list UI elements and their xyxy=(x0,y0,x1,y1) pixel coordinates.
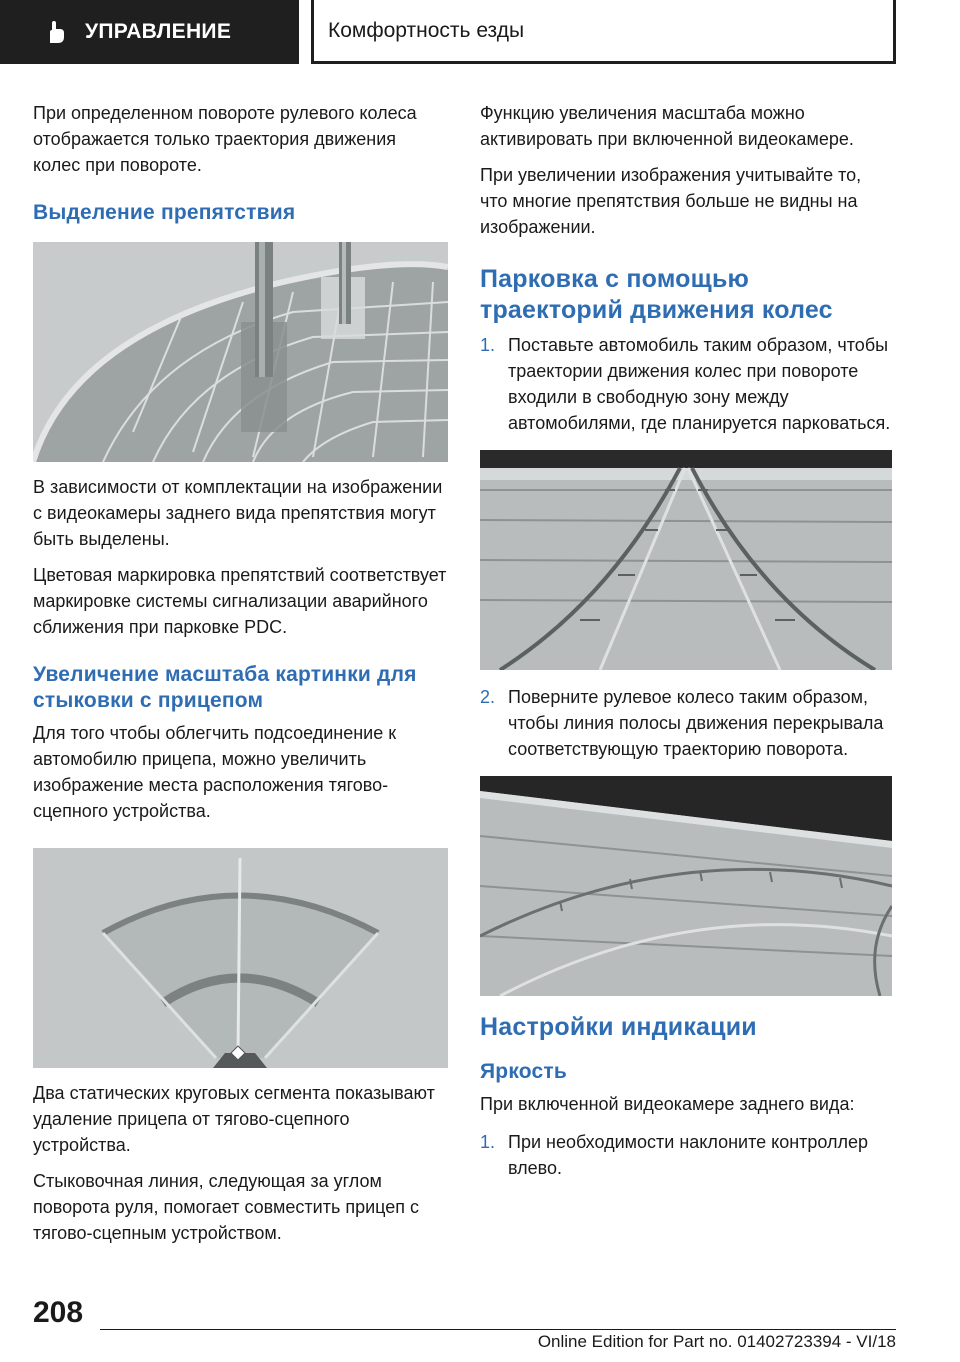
chapter-title-box xyxy=(311,0,896,64)
section-label: УПРАВЛЕНИЕ xyxy=(85,20,232,43)
brightness-step-1 xyxy=(480,1129,892,1181)
steering-hand-icon xyxy=(42,19,68,45)
edition-text: Online Edition for Part no. 01402723394 - VI/18 xyxy=(537,1332,896,1351)
step-number: 2. xyxy=(480,687,496,707)
wheel-trajectory-image-1 xyxy=(480,450,892,670)
brightness-paragraph: При включенной видеокамере заднего вида: xyxy=(480,1094,855,1114)
right-column xyxy=(480,100,892,1191)
segments-paragraph: Два статических круговых сегмента показывают удаление прицепа от тягово-сцепного устройства. xyxy=(33,1083,435,1155)
step-number: 1. xyxy=(480,335,496,355)
trailer-coupling-zoom-image xyxy=(33,848,448,1068)
wheel-trajectory-image-2 xyxy=(480,776,892,996)
zoom-activation-paragraph: Функцию увеличения масштаба можно активировать при включенной видеокамере. xyxy=(480,103,854,149)
intro-paragraph: При определенном повороте рулевого колеса отображается только траектория движения колес при повороте. xyxy=(33,103,417,175)
heading-obstacles: Выделение препятствия xyxy=(33,201,296,224)
parking-step-2 xyxy=(480,684,892,762)
zoom-paragraph: Для того чтобы облегчить подсоединение к автомобилю прицепа, можно увеличить изображение места расположения тягово-сцепного устройства. xyxy=(33,723,397,821)
heading-display-settings: Настройки индикации xyxy=(480,1013,757,1041)
section-tab xyxy=(0,0,299,64)
dockline-paragraph: Стыковочная линия, следующая за углом поворота руля, помогает совместить прицеп с тягово-сцепным устройством. xyxy=(33,1171,420,1243)
chapter-title: Комфортность езды xyxy=(328,18,525,42)
heading-brightness: Яркость xyxy=(480,1060,567,1083)
step-text: При необходимости наклоните контроллер влево. xyxy=(508,1132,869,1178)
step-number: 1. xyxy=(480,1132,496,1152)
page-number: 208 xyxy=(33,1296,84,1329)
obstacle-highlight-image xyxy=(33,242,448,462)
page-header xyxy=(0,0,960,66)
heading-parking: Парковка с помощью траекторий движения колес xyxy=(480,265,833,324)
step-text: Поставьте автомобиль таким образом, чтобы траектории движения колес при повороте входили в свободную зону между автомобилями, где планируется парковаться. xyxy=(508,335,891,433)
obstacles-paragraph-1: В зависимости от комплектации на изображении с видеокамеры заднего вида препятствия могут быть выделены. xyxy=(33,477,443,549)
parking-step-1 xyxy=(480,332,892,436)
step-text: Поверните рулевое колесо таким образом, чтобы линия полосы движения перекрывала соответствующую траекторию поворота. xyxy=(508,687,884,759)
heading-zoom: Увеличение масштаба картинки для стыковки с прицепом xyxy=(33,663,417,712)
footer-divider xyxy=(100,1329,896,1330)
left-column xyxy=(33,100,448,1256)
obstacles-paragraph-2: Цветовая маркировка препятствий соответствует маркировке системы сигнализации аварийного сближения при парковке PDC. xyxy=(33,565,447,637)
zoom-note-paragraph: При увеличении изображения учитывайте то, что многие препятствия больше не видны на изображении. xyxy=(480,165,862,237)
